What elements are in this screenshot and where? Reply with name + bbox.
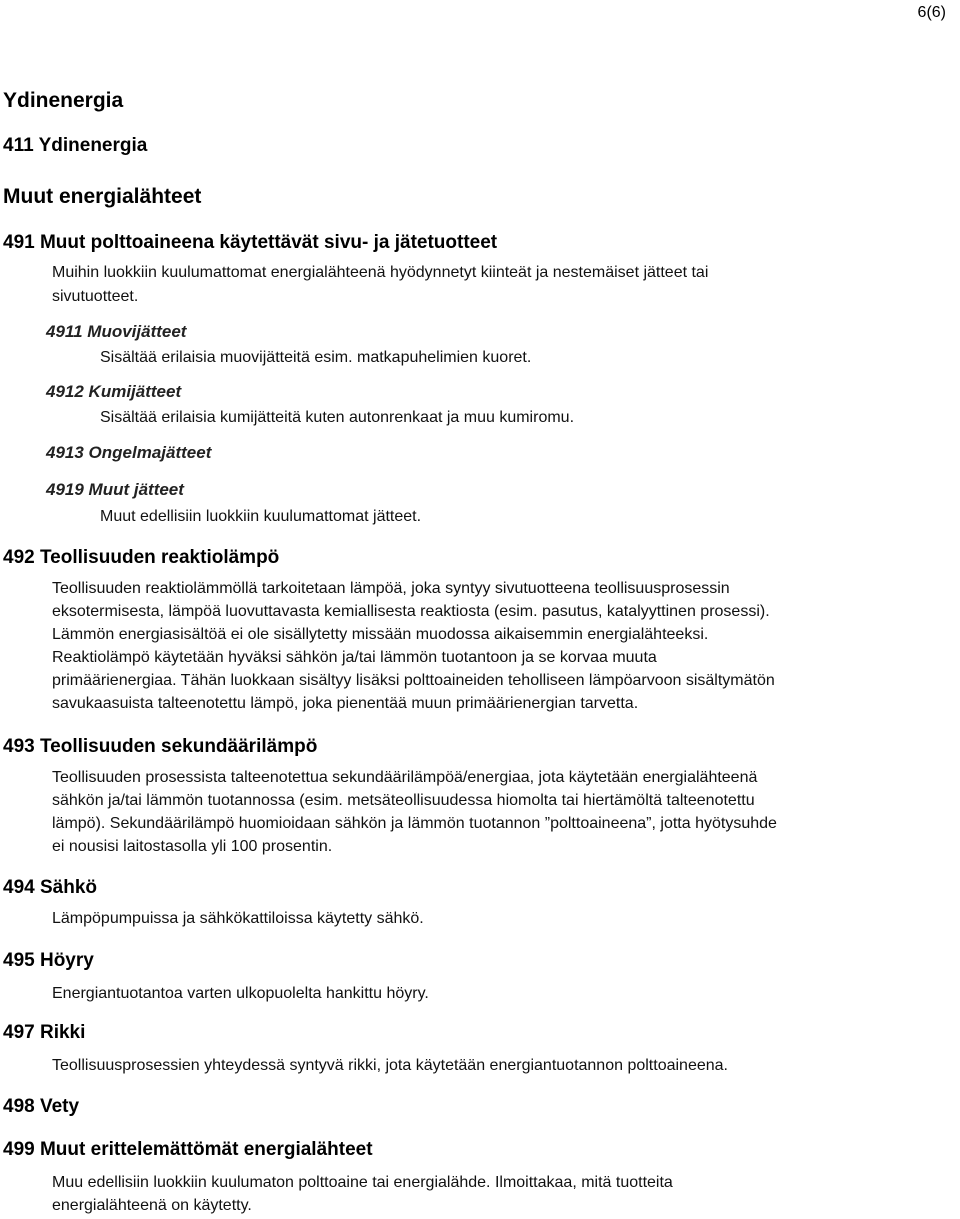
heading-4913: 4913 Ongelmajätteet [46,443,212,462]
text-491-line2: sivutuotteet. [52,288,139,305]
heading-499: 499 Muut erittelemättömät energialähteet [3,1139,373,1160]
heading-4912: 4912 Kumijätteet [46,382,182,401]
text-495: Energiantuotantoa varten ulkopuolelta hankittu höyry. [52,985,429,1002]
paragraph-492-line: eksotermisesta, lämpöä luovuttavasta kemiallisesta reaktiosta (esim. pasutus, katalyyttinen prosessi). [52,603,770,620]
paragraph-499-line: Muu edellisiin luokkiin kuulumaton polttoaine tai energialähde. Ilmoittakaa, mitä tuotteita [52,1174,673,1191]
paragraph-492-line: primäärienergiaa. Tähän luokkaan sisältyy lisäksi polttoaineiden teholliseen lämpöarvoon sisältymätön [52,672,775,689]
heading-4919: 4919 Muut jätteet [46,480,184,499]
text-497: Teollisuusprosessien yhteydessä syntyvä rikki, jota käytetään energiantuotannon polttoaineena. [52,1057,728,1074]
heading-492: 492 Teollisuuden reaktiolämpö [3,547,280,568]
paragraph-499-line: energialähteenä on käytetty. [52,1197,252,1214]
heading-ydinenergia: Ydinenergia [3,89,124,112]
text-491-line1: Muihin luokkiin kuulumattomat energialähteenä hyödynnetyt kiinteät ja nestemäiset jätteet tai [52,264,709,281]
paragraph-492-line: Lämmön energiasisältöä ei ole sisällytetty missään muodossa aikaisemmin energialähteeksi. [52,626,709,643]
heading-498: 498 Vety [3,1096,80,1117]
heading-4911: 4911 Muovijätteet [46,322,187,341]
paragraph-493-line: lämpö). Sekundäärilämpö huomioidaan sähkön ja lämmön tuotannon ”polttoaineena”, jotta hyötysuhde [52,815,777,832]
heading-411: 411 Ydinenergia [3,135,148,156]
heading-493: 493 Teollisuuden sekundäärilämpö [3,736,318,757]
heading-494: 494 Sähkö [3,877,97,898]
page-number: 6(6) [917,4,946,21]
paragraph-492-line: Teollisuuden reaktiolämmöllä tarkoitetaan lämpöä, joka syntyy sivutuotteena teollisuusprosessin [52,580,730,597]
text-4912: Sisältää erilaisia kumijätteitä kuten autonrenkaat ja muu kumiromu. [100,409,575,426]
heading-491: 491 Muut polttoaineena käytettävät sivu- ja jätetuotteet [3,232,498,253]
paragraph-493-line: ei nousisi laitostasolla yli 100 prosentin. [52,838,333,855]
text-4919: Muut edellisiin luokkiin kuulumattomat jätteet. [100,508,422,525]
heading-497: 497 Rikki [3,1022,86,1043]
heading-495: 495 Höyry [3,950,94,971]
text-4911: Sisältää erilaisia muovijätteitä esim. matkapuhelimien kuoret. [100,349,532,366]
paragraph-493-line: Teollisuuden prosessista talteenotettua sekundäärilämpöä/energiaa, jota käytetään energialähteenä [52,769,758,786]
paragraph-499 [52,1171,942,1217]
paragraph-492-line: savukaasuista talteenotettu lämpö, joka pienentää muun primäärienergian tarvetta. [52,695,639,712]
heading-muut-energialahteet: Muut energialähteet [3,185,202,208]
paragraph-493 [52,766,942,858]
paragraph-493-line: sähkön ja/tai lämmön tuotannossa (esim. metsäteollisuudessa hiomolta tai hiertämöltä talteenotettu [52,792,755,809]
paragraph-492 [52,577,942,715]
paragraph-492-line: Reaktiolämpö käytetään hyväksi sähkön ja/tai lämmön tuotantoon ja se korvaa muuta [52,649,657,666]
text-494: Lämpöpumpuissa ja sähkökattiloissa käytetty sähkö. [52,910,424,927]
